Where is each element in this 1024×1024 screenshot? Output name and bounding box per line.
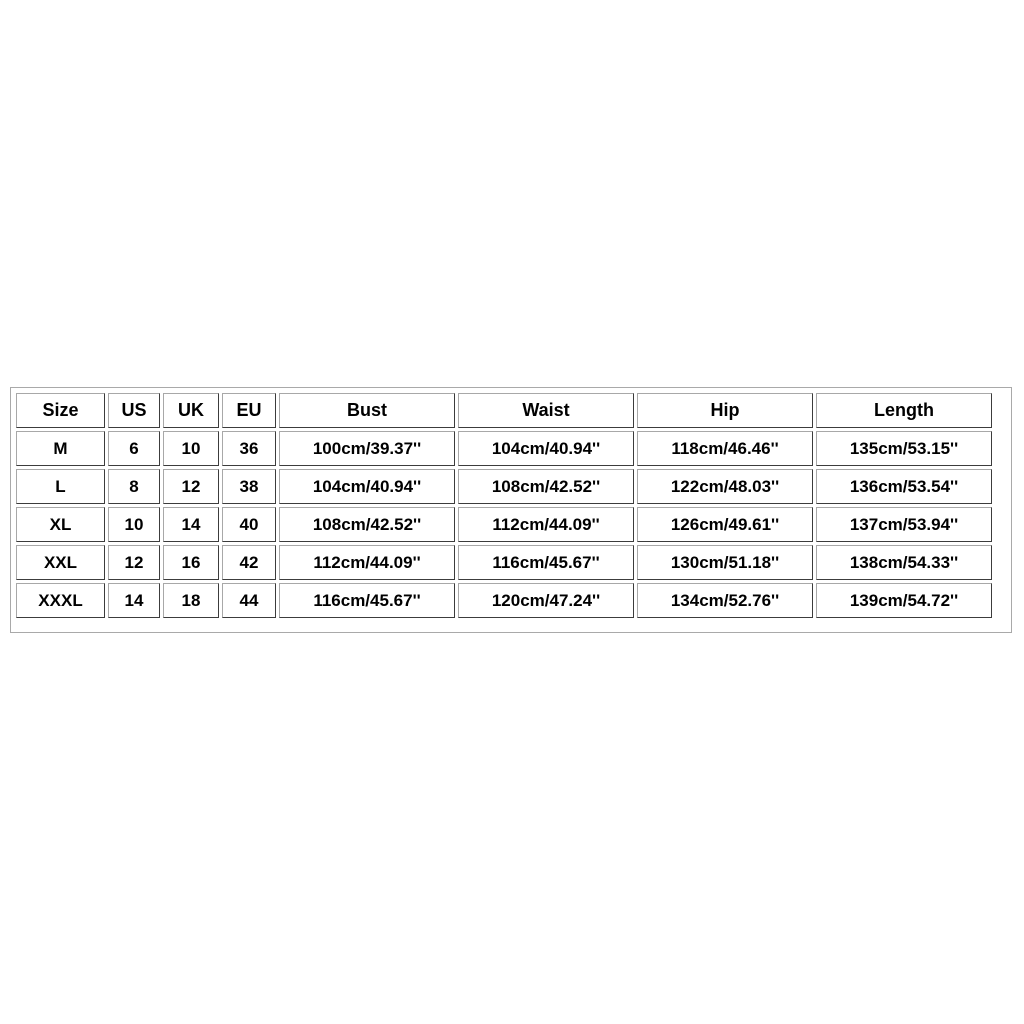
cell-eu: 40 <box>222 507 276 542</box>
cell-eu: 38 <box>222 469 276 504</box>
cell-bust: 116cm/45.67'' <box>279 583 455 618</box>
cell-us: 6 <box>108 431 160 466</box>
cell-hip: 126cm/49.61'' <box>637 507 813 542</box>
table-row <box>16 583 992 618</box>
cell-bust: 112cm/44.09'' <box>279 545 455 580</box>
cell-length: 137cm/53.94'' <box>816 507 992 542</box>
cell-uk: 14 <box>163 507 219 542</box>
size-chart-table <box>10 387 1012 633</box>
cell-hip: 118cm/46.46'' <box>637 431 813 466</box>
cell-uk: 18 <box>163 583 219 618</box>
cell-us: 14 <box>108 583 160 618</box>
table-header-row <box>16 393 992 428</box>
table-row <box>16 507 992 542</box>
cell-bust: 100cm/39.37'' <box>279 431 455 466</box>
table-row <box>16 545 992 580</box>
header-us: US <box>108 393 160 428</box>
cell-bust: 104cm/40.94'' <box>279 469 455 504</box>
cell-size: XL <box>16 507 105 542</box>
cell-size: L <box>16 469 105 504</box>
cell-us: 8 <box>108 469 160 504</box>
cell-waist: 104cm/40.94'' <box>458 431 634 466</box>
cell-length: 135cm/53.15'' <box>816 431 992 466</box>
table-row <box>16 431 992 466</box>
cell-us: 12 <box>108 545 160 580</box>
header-uk: UK <box>163 393 219 428</box>
header-hip: Hip <box>637 393 813 428</box>
cell-waist: 112cm/44.09'' <box>458 507 634 542</box>
cell-waist: 120cm/47.24'' <box>458 583 634 618</box>
cell-uk: 10 <box>163 431 219 466</box>
cell-size: M <box>16 431 105 466</box>
cell-eu: 42 <box>222 545 276 580</box>
cell-waist: 108cm/42.52'' <box>458 469 634 504</box>
header-length: Length <box>816 393 992 428</box>
header-eu: EU <box>222 393 276 428</box>
size-table-grid <box>13 390 995 621</box>
cell-size: XXXL <box>16 583 105 618</box>
cell-us: 10 <box>108 507 160 542</box>
cell-size: XXL <box>16 545 105 580</box>
cell-hip: 130cm/51.18'' <box>637 545 813 580</box>
header-bust: Bust <box>279 393 455 428</box>
cell-uk: 12 <box>163 469 219 504</box>
cell-bust: 108cm/42.52'' <box>279 507 455 542</box>
header-size: Size <box>16 393 105 428</box>
cell-eu: 44 <box>222 583 276 618</box>
table-row <box>16 469 992 504</box>
cell-length: 139cm/54.72'' <box>816 583 992 618</box>
cell-eu: 36 <box>222 431 276 466</box>
cell-hip: 134cm/52.76'' <box>637 583 813 618</box>
header-waist: Waist <box>458 393 634 428</box>
cell-waist: 116cm/45.67'' <box>458 545 634 580</box>
cell-length: 136cm/53.54'' <box>816 469 992 504</box>
cell-uk: 16 <box>163 545 219 580</box>
cell-length: 138cm/54.33'' <box>816 545 992 580</box>
cell-hip: 122cm/48.03'' <box>637 469 813 504</box>
